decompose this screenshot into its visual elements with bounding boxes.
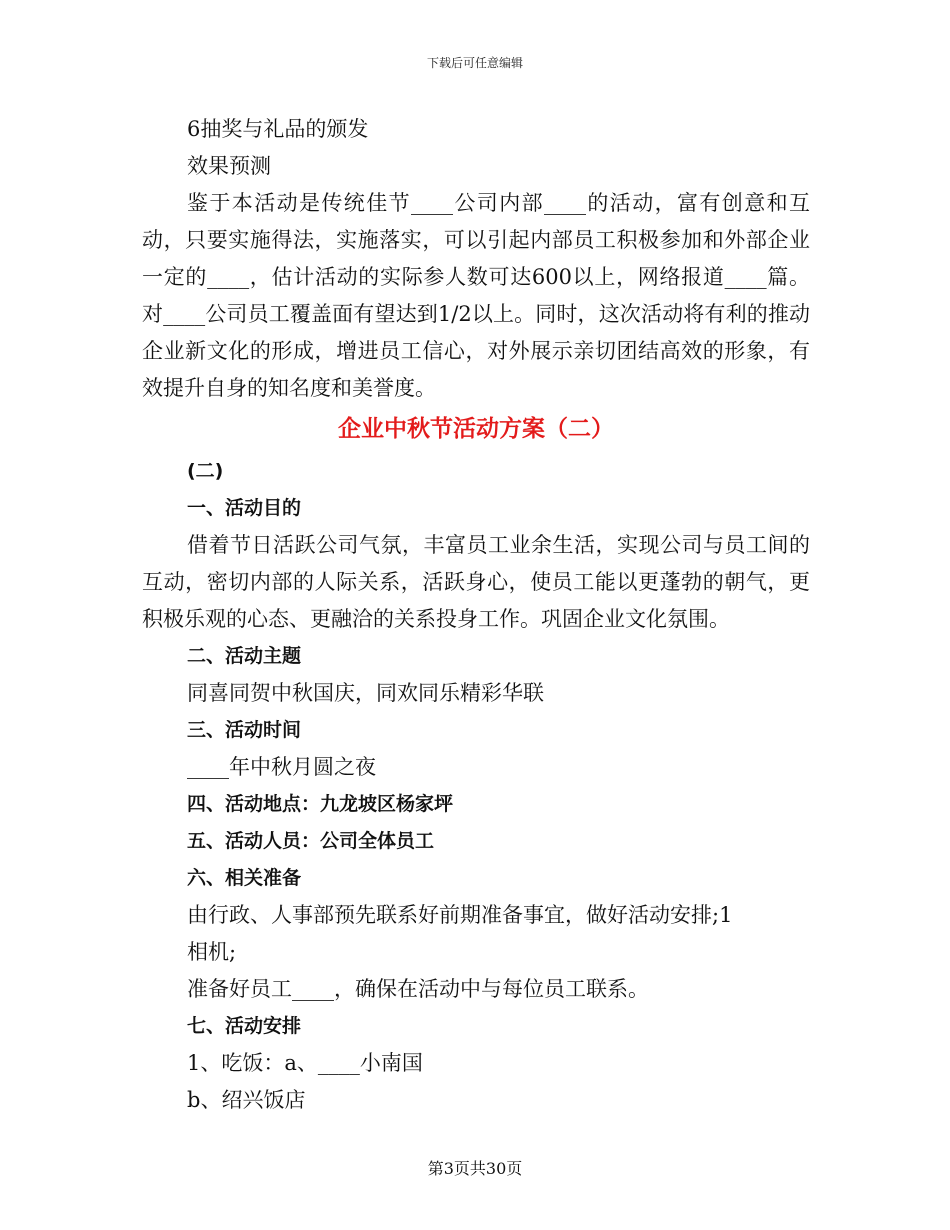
heading-location: 四、活动地点：九龙坡区杨家坪: [187, 793, 454, 815]
prep-line-3: 准备好员工____，确保在活动中与每位员工联系。: [187, 977, 649, 1001]
header-note: 下载后可任意编辑: [426, 56, 523, 70]
sub-label: (二): [187, 460, 224, 482]
prep-line-1: 由行政、人事部预先联系好前期准备事宜，做好活动安排;1: [187, 903, 733, 927]
heading-purpose: 一、活动目的: [187, 497, 302, 519]
time-text: ____年中秋月圆之夜: [187, 755, 376, 779]
section-title: 企业中秋节活动方案（二）: [338, 416, 614, 442]
heading-arrangement: 七、活动安排: [187, 1015, 302, 1037]
theme-text: 同喜同贺中秋国庆，同欢同乐精彩华联: [187, 681, 544, 705]
heading-theme: 二、活动主题: [187, 645, 302, 667]
effect-paragraph: 鉴于本活动是传统佳节____公司内部____的活动，富有创意和互动，只要实施得法，实施落实，可以引起内部员工积极参加和外部企业一定的____，估计活动的实际参人数可达600以上，网络报道____篇。对____公司员工覆盖面有望达到1/2以上。同时，这次活动将有利的推动企业新文化的形成，增进员工信心，对外展示亲切团结高效的形象，有效提升自身的知名度和美誉度。: [142, 191, 810, 400]
list-item-lottery: 6抽奖与礼品的颁发: [187, 117, 369, 141]
effect-heading: 效果预测: [187, 154, 271, 178]
heading-participants: 五、活动人员：公司全体员工: [187, 830, 435, 852]
page-number: 第3页共30页: [427, 1159, 523, 1178]
arrangement-line-1: 1、吃饭：a、____小南国: [187, 1051, 423, 1075]
heading-preparation: 六、相关准备: [187, 867, 302, 889]
arrangement-line-2: b、绍兴饭店: [187, 1088, 306, 1112]
purpose-paragraph: 借着节日活跃公司气氛，丰富员工业余生活，实现公司与员工间的互动，密切内部的人际关系，活跃身心，使员工能以更蓬勃的朝气，更积极乐观的心态、更融洽的关系投身工作。巩固企业文化氛围。: [142, 533, 810, 631]
prep-line-2: 相机;: [187, 940, 237, 964]
document-body: [142, 111, 810, 1119]
heading-time: 三、活动时间: [187, 719, 302, 741]
